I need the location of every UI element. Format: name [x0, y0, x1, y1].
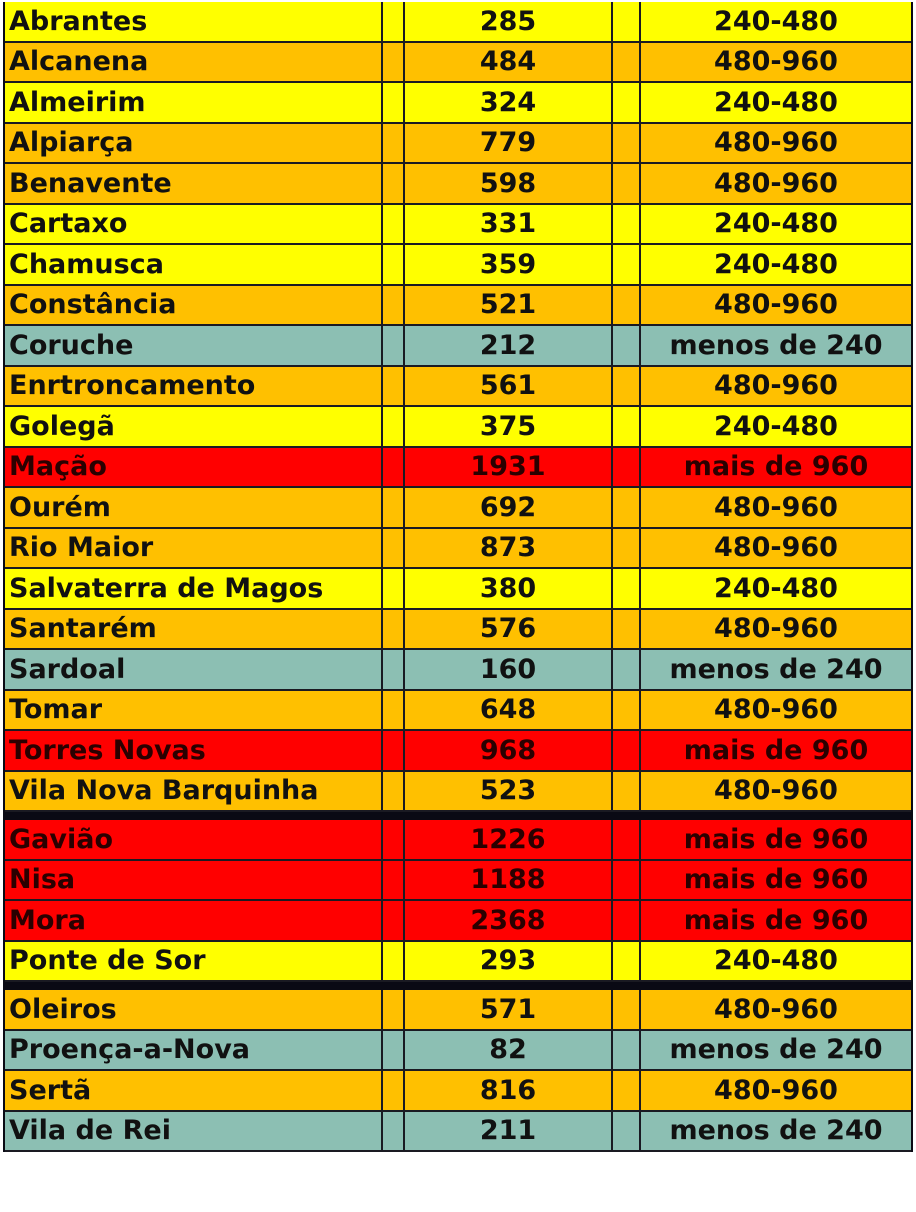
incidence-value: 1188 — [405, 861, 613, 900]
municipality-name: Coruche — [5, 326, 383, 365]
incidence-value: 160 — [405, 650, 613, 689]
spacer-cell — [383, 83, 405, 122]
incidence-class: menos de 240 — [669, 1115, 883, 1147]
spacer-cell — [613, 488, 641, 527]
municipality-name: Benavente — [5, 164, 383, 203]
incidence-value: 561 — [405, 367, 613, 406]
incidence-value: 1226 — [405, 820, 613, 859]
spacer-cell — [613, 691, 641, 730]
municipality-table — [3, 2, 913, 1152]
municipality-name: Mora — [5, 901, 383, 940]
municipality-name: Ourém — [5, 488, 383, 527]
table-row — [5, 1031, 911, 1072]
incidence-value: 293 — [405, 942, 613, 981]
incidence-class: mais de 960 — [683, 823, 869, 855]
incidence-value: 571 — [405, 990, 613, 1029]
incidence-value: 576 — [405, 610, 613, 649]
municipality-name: Oleiros — [5, 990, 383, 1029]
table-row — [5, 731, 911, 772]
spacer-cell — [613, 529, 641, 568]
spacer-cell — [383, 488, 405, 527]
municipality-name: Santarém — [5, 610, 383, 649]
spacer-cell — [383, 2, 405, 41]
spacer-cell — [383, 529, 405, 568]
table-row — [5, 990, 911, 1031]
municipality-name: Nisa — [5, 861, 383, 900]
spacer-cell — [613, 772, 641, 811]
spacer-cell — [383, 1031, 405, 1070]
incidence-class: 480-960 — [714, 491, 838, 523]
incidence-class: 480-960 — [714, 993, 838, 1025]
spacer-cell — [613, 286, 641, 325]
incidence-class: 480-960 — [714, 46, 838, 78]
incidence-value: 484 — [405, 43, 613, 82]
spacer-cell — [613, 367, 641, 406]
spacer-cell — [613, 731, 641, 770]
spacer-cell — [383, 901, 405, 940]
table-row — [5, 124, 911, 165]
incidence-class: 480-960 — [714, 289, 838, 321]
table-row — [5, 861, 911, 902]
incidence-value: 968 — [405, 731, 613, 770]
incidence-class: menos de 240 — [669, 653, 883, 685]
incidence-class: 480-960 — [714, 694, 838, 726]
spacer-cell — [613, 124, 641, 163]
table-row — [5, 83, 911, 124]
spacer-cell — [383, 942, 405, 981]
spacer-cell — [383, 205, 405, 244]
spacer-cell — [383, 367, 405, 406]
spacer-cell — [383, 448, 405, 487]
incidence-class: 480-960 — [714, 167, 838, 199]
table-row — [5, 43, 911, 84]
spacer-cell — [613, 610, 641, 649]
table-row — [5, 326, 911, 367]
municipality-name: Alcanena — [5, 43, 383, 82]
incidence-class: mais de 960 — [683, 451, 869, 483]
municipality-name: Enrtroncamento — [5, 367, 383, 406]
incidence-class: 240-480 — [714, 572, 838, 604]
municipality-name: Gavião — [5, 820, 383, 859]
spacer-cell — [383, 1112, 405, 1151]
spacer-cell — [383, 124, 405, 163]
spacer-cell — [613, 1112, 641, 1151]
spacer-cell — [613, 861, 641, 900]
spacer-cell — [383, 650, 405, 689]
incidence-class: 240-480 — [714, 945, 838, 977]
spacer-cell — [613, 2, 641, 41]
table-row — [5, 488, 911, 529]
spacer-cell — [383, 407, 405, 446]
municipality-name: Abrantes — [5, 2, 383, 41]
incidence-class: mais de 960 — [683, 904, 869, 936]
spacer-cell — [613, 820, 641, 859]
incidence-class: 480-960 — [714, 1074, 838, 1106]
spacer-cell — [383, 731, 405, 770]
incidence-class: menos de 240 — [669, 329, 883, 361]
incidence-value: 521 — [405, 286, 613, 325]
municipality-name: Vila Nova Barquinha — [5, 772, 383, 811]
incidence-value: 380 — [405, 569, 613, 608]
table-group — [5, 985, 911, 1152]
spacer-cell — [613, 407, 641, 446]
table-row — [5, 529, 911, 570]
incidence-class: mais de 960 — [683, 734, 869, 766]
incidence-class: 240-480 — [714, 208, 838, 240]
table-row — [5, 942, 911, 983]
table-row — [5, 448, 911, 489]
table-group — [5, 2, 911, 812]
table-row — [5, 205, 911, 246]
spacer-cell — [613, 448, 641, 487]
spacer-cell — [383, 569, 405, 608]
municipality-name: Alpiarça — [5, 124, 383, 163]
table-row — [5, 2, 911, 43]
incidence-value: 648 — [405, 691, 613, 730]
table-row — [5, 569, 911, 610]
incidence-class: 480-960 — [714, 127, 838, 159]
table-row — [5, 772, 911, 813]
spacer-cell — [383, 43, 405, 82]
incidence-value: 211 — [405, 1112, 613, 1151]
spacer-cell — [383, 326, 405, 365]
spacer-cell — [383, 1071, 405, 1110]
incidence-value: 1931 — [405, 448, 613, 487]
incidence-class: 480-960 — [714, 775, 838, 807]
incidence-class: 240-480 — [714, 248, 838, 280]
municipality-name: Rio Maior — [5, 529, 383, 568]
incidence-class: mais de 960 — [683, 864, 869, 896]
table-row — [5, 164, 911, 205]
table-row — [5, 407, 911, 448]
municipality-name: Sardoal — [5, 650, 383, 689]
incidence-value: 82 — [405, 1031, 613, 1070]
spacer-cell — [613, 245, 641, 284]
incidence-class: 240-480 — [714, 410, 838, 442]
municipality-name: Almeirim — [5, 83, 383, 122]
municipality-name: Ponte de Sor — [5, 942, 383, 981]
spacer-cell — [383, 990, 405, 1029]
spacer-cell — [613, 1071, 641, 1110]
spacer-cell — [613, 83, 641, 122]
table-group — [5, 815, 911, 982]
spacer-cell — [383, 610, 405, 649]
spacer-cell — [383, 164, 405, 203]
incidence-class: 480-960 — [714, 370, 838, 402]
municipality-name: Proença-a-Nova — [5, 1031, 383, 1070]
incidence-value: 212 — [405, 326, 613, 365]
table-row — [5, 286, 911, 327]
table-row — [5, 610, 911, 651]
table-row — [5, 820, 911, 861]
spacer-cell — [383, 286, 405, 325]
incidence-value: 359 — [405, 245, 613, 284]
municipality-name: Mação — [5, 448, 383, 487]
spacer-cell — [613, 326, 641, 365]
table-row — [5, 1112, 911, 1153]
incidence-value: 324 — [405, 83, 613, 122]
spacer-cell — [613, 942, 641, 981]
spacer-cell — [613, 205, 641, 244]
municipality-name: Sertã — [5, 1071, 383, 1110]
incidence-value: 523 — [405, 772, 613, 811]
municipality-name: Salvaterra de Magos — [5, 569, 383, 608]
spacer-cell — [613, 569, 641, 608]
incidence-class: 240-480 — [714, 86, 838, 118]
table-row — [5, 367, 911, 408]
table-row — [5, 691, 911, 732]
incidence-value: 873 — [405, 529, 613, 568]
incidence-value: 285 — [405, 2, 613, 41]
spacer-cell — [383, 772, 405, 811]
incidence-class: 480-960 — [714, 532, 838, 564]
municipality-name: Golegã — [5, 407, 383, 446]
incidence-value: 692 — [405, 488, 613, 527]
municipality-name: Torres Novas — [5, 731, 383, 770]
spacer-cell — [383, 245, 405, 284]
spacer-cell — [613, 43, 641, 82]
spacer-cell — [613, 1031, 641, 1070]
table-row — [5, 1071, 911, 1112]
incidence-value: 375 — [405, 407, 613, 446]
spacer-cell — [383, 691, 405, 730]
incidence-value: 331 — [405, 205, 613, 244]
incidence-class: 480-960 — [714, 613, 838, 645]
incidence-class: menos de 240 — [669, 1034, 883, 1066]
spacer-cell — [383, 861, 405, 900]
municipality-name: Constância — [5, 286, 383, 325]
incidence-value: 2368 — [405, 901, 613, 940]
table-row — [5, 901, 911, 942]
municipality-name: Tomar — [5, 691, 383, 730]
municipality-name: Cartaxo — [5, 205, 383, 244]
spacer-cell — [383, 820, 405, 859]
spacer-cell — [613, 990, 641, 1029]
table-row — [5, 650, 911, 691]
spacer-cell — [613, 901, 641, 940]
incidence-value: 816 — [405, 1071, 613, 1110]
incidence-value: 779 — [405, 124, 613, 163]
municipality-name: Vila de Rei — [5, 1112, 383, 1151]
incidence-value: 598 — [405, 164, 613, 203]
incidence-class: 240-480 — [714, 5, 838, 37]
table-row — [5, 245, 911, 286]
spacer-cell — [613, 164, 641, 203]
municipality-name: Chamusca — [5, 245, 383, 284]
spacer-cell — [613, 650, 641, 689]
